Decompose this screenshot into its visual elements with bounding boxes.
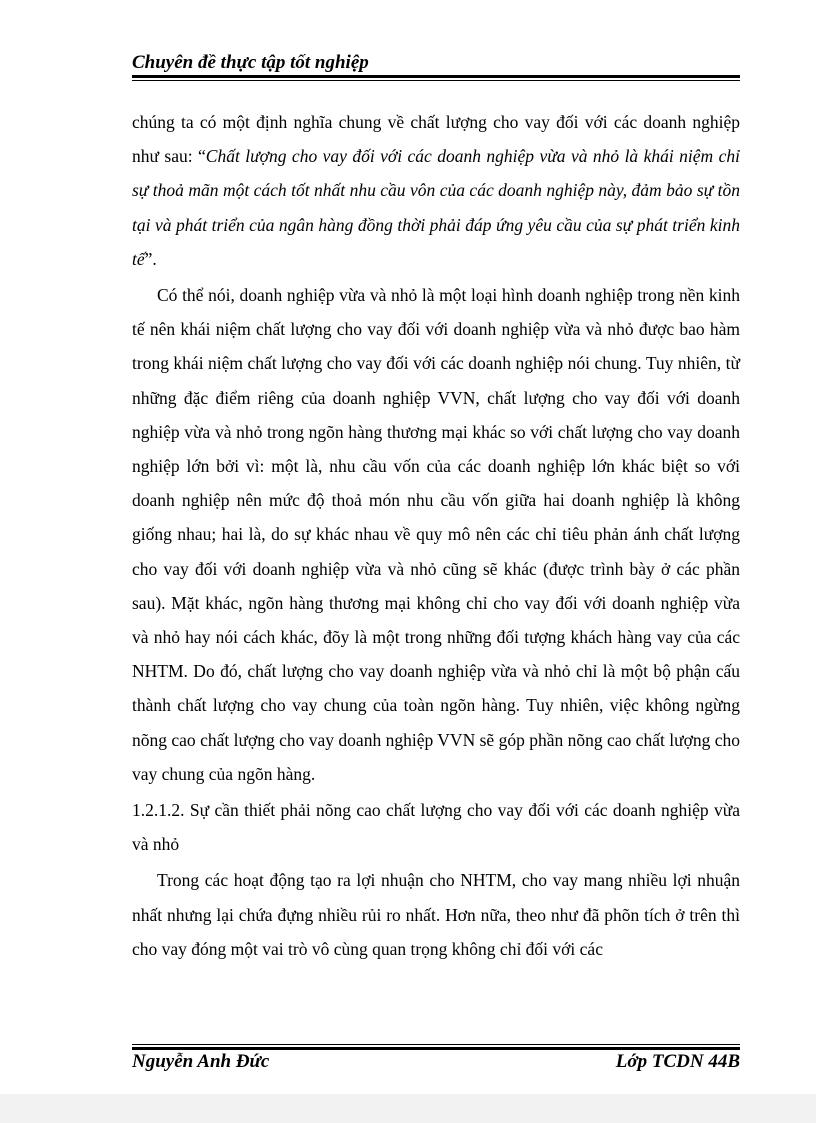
definition-quote: Chất lượng cho vay đối với các doanh nghiệp vừa và nhỏ là khái niệm chỉ sự thoả mãn một cách tốt nhất nhu cầu vôn của các doanh nghiệp này, đảm bảo sự tồn tại và phát triển của ngân hàng đồng thời phải đáp ứng yêu cầu của sự phát triển kinh tế [132, 146, 740, 269]
header-title: Chuyên đề thực tập tốt nghiệp [132, 52, 369, 73]
paragraph-definition-start: chúng ta có một định nghĩa chung về chất lượng cho vay đối với các doanh nghiệp như sau: “ [132, 112, 740, 167]
paragraph-definition-end: ”. [144, 248, 157, 269]
header-rule-top [132, 75, 740, 78]
paragraph-concept: Có thể nói, doanh nghiệp vừa và nhỏ là một loại hình doanh nghiệp trong nền kinh tế nên khái niệm chất lượng cho vay đối với doanh nghiệp vừa và nhỏ được bao hàm trong khái niệm chất lượng cho vay đối với các doanh nghiệp nói chung. Tuy nhiên, từ những đặc điểm riêng của doanh nghiệp VVN, chất lượng cho vay đối với doanh nghiệp vừa và nhỏ trong ngõn hàng thương mại khác so với chất lượng cho vay doanh nghiệp lớn bởi vì: một là, nhu cầu vốn của các doanh nghiệp lớn khác biệt so với doanh nghiệp nên mức độ thoả món nhu cầu vốn giữa hai doanh nghiệp là không giống nhau; hai là, do sự khác nhau về quy mô nên các chỉ tiêu phản ánh chất lượng cho vay đối với doanh nghiệp vừa và nhỏ cũng sẽ khác (được trình bày ở các phần sau). Mặt khác, ngõn hàng thương mại không chỉ cho vay đối với doanh nghiệp vừa và nhỏ hay nói cách khác, đõy là một trong những đối tượng khách hàng vay của các NHTM. Do đó, chất lượng cho vay doanh nghiệp vừa và nhỏ chỉ là một bộ phận cấu thành chất lượng cho vay chung của toàn ngõn hàng. Tuy nhiên, việc không ngừng nõng cao chất lượng cho vay doanh nghiệp VVN sẽ góp phần nõng cao chất lượng cho vay chung của ngõn hàng. [132, 285, 740, 784]
paragraph-definition [132, 105, 740, 276]
paragraph-necessity: Trong các hoạt động tạo ra lợi nhuận cho NHTM, cho vay mang nhiều lợi nhuận nhất nhưng lại chứa đựng nhiều rủi ro nhất. Hơn nữa, theo như đã phõn tích ở trên thì cho vay đóng một vai trò vô cùng quan trọng không chỉ đối với các [132, 870, 740, 959]
footer-author: Nguyễn Anh Đức [132, 1051, 270, 1072]
section-heading: 1.2.1.2. Sự cần thiết phải nõng cao chất lượng cho vay đối với các doanh nghiệp vừa và nhỏ [132, 800, 740, 855]
footer-class: Lớp TCDN 44B [615, 1051, 740, 1072]
footer-rule-bottom [132, 1047, 740, 1050]
header-rule-bottom [132, 80, 740, 81]
footer-rule-top [132, 1044, 740, 1045]
document-body [132, 105, 740, 968]
page-bottom-shadow [0, 1094, 816, 1123]
